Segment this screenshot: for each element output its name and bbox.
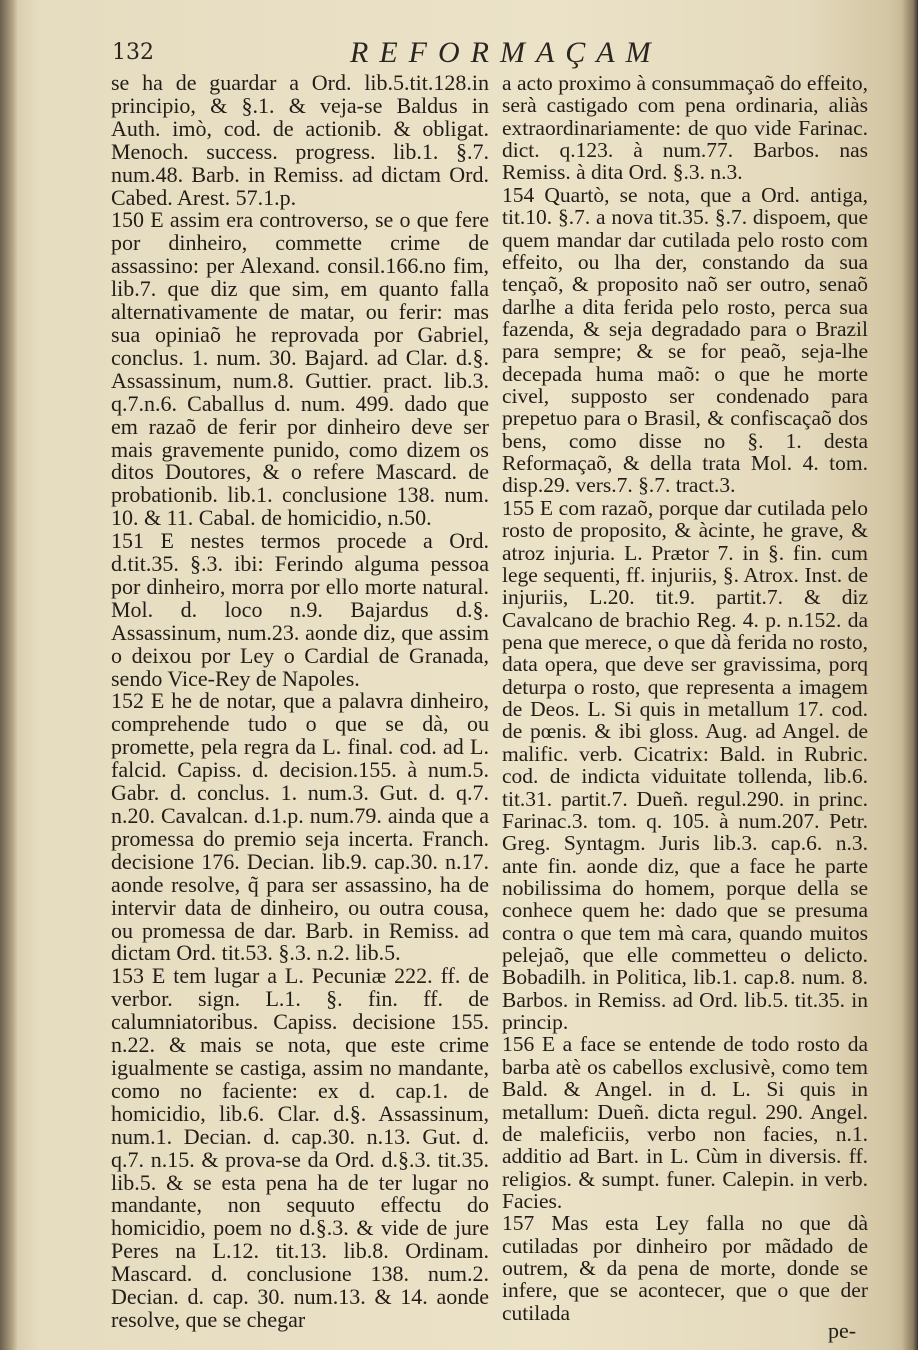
paragraph-154: 154 Quartò, se nota, que a Ord. antiga, tit.10. §.7. a nova tit.35. §.7. dispoem, que quem mandar dar cutilada pelo rosto com effeito, ou lha der, constando da sua tençaõ, & proposito naõ ser outro, senaõ darlhe a dita ferida pelo rosto, perca sua fazenda, & seja degradado para o Brazil para sempre; & se for peaõ, seja-lhe decepada huma maõ: o que he morte civel, supposto ser condenado para prepetuo para o Brasil, & confiscaçaõ dos bens, como disse no §. 1. desta Reformaçaõ, & della trata Mol. 4. tom. disp.29. vers.7. §.7. tract.3. — [502, 182, 868, 498]
paragraph-152: 152 E he de notar, que a palavra dinheiro, comprehende tudo o que se dà, ou promette, pela regra da L. final. cod. ad L. falcid. Capiss. d. decision.155. à num.5. Gabr. d. conclus. 1. num.3. Gut. d. q.7. n.20. Cavalcan. d.1.p. num.79. ainda que a promessa do premio seja incerta. Franch. decisione 176. Decian. lib.9. cap.30. n.17. aonde resolve, q̃ para ser assassino, ha de intervir data de dinheiro, ou outra cousa, ou promessa de dar. Barb. in Remiss. ad dictam Ord. tit.53. §.3. n.2. lib.5. — [111, 688, 489, 966]
paragraph-continuation: se ha de guardar a Ord. lib.5.tit.128.in principio, & §.1. & veja-se Baldus in Auth. imò, cod. de actionib. & obligat. Menoch. success. progress. lib.1. §.7. num.48. Barb. in Remiss. ad dictam Ord. Cabed. Arest. 57.1.p. — [111, 70, 489, 210]
paragraph-153: 153 E tem lugar a L. Pecuniæ 222. ff. de verbor. sign. L.1. §. fin. ff. de calumniatoribus. Capiss. decisione 155. n.22. & mais se nota, que este crime igualmente se castiga, assim no mandante, como no faciente: ex d. cap.1. de homicidio, lib.6. Clar. d.§. Assassinum, num.1. Decian. d. cap.30. n.13. Gut. d. q.7. n.15. & prova-se da Ord. d.§.3. tit.35. lib.5. & se esta pena ha de ter lugar no mandante, non sequuto effectu do homicidio, poem no d.§.3. & vide de jure Peres na L.12. tit.13. lib.8. Ordinam. Mascard. d. conclusione 138. num.2. Decian. d. cap. 30. num.13. & 14. aonde resolve, que se chegar — [111, 963, 489, 1332]
paragraph-156: 156 E a face se entende de todo rosto da barba atè os cabellos exclusivè, como tem Bald. & Angel. in d. L. Si quis in metallum: Dueñ. dicta regul. 290. Angel. de maleficiis, verbo non facies, n.1. additio ad Bart. in L. Cùm in diversis. ff. religios. & sumpt. funer. Calepin. in verb. Facies. — [502, 1032, 868, 1213]
paragraph-151: 151 E nestes termos procede a Ord. d.tit.35. §.3. ibi: Ferindo alguma pessoa por dinheiro, morra por ello morte natural. Mol. d. loco n.9. Bajardus d.§. Assassinum, num.23. aonde diz, que assim o deixou por Ley o Cardial de Granada, sendo Vice-Rey de Napoles. — [111, 528, 489, 691]
left-column — [111, 72, 489, 1342]
binding-gutter — [0, 0, 18, 1350]
catchword: pe- — [828, 1318, 857, 1343]
page-edge-shadow — [902, 0, 918, 1350]
paragraph-150: 150 E assim era controverso, se o que fere por dinheiro, commette crime de assassino: per Alexand. consil.166.no fim, lib.7. que diz que sim, em quanto falla alternativamente de matar, ou ferir: mas sua opiniaõ he reprovada por Gabriel, conclus. 1. num. 30. Bajard. ad Clar. d.§. Assassinum, num.8. Guttier. pract. lib.3. q.7.n.6. Caballus d. num. 499. dado que em razaõ de ferir por dinheiro deve ser mais gravemente punido, como dizem os ditos Doutores, & o refere Mascard. de probationib. lib.1. conclusione 138. num. 10. & 11. Cabal. de homicidio, n.50. — [111, 207, 489, 531]
paragraph-155: 155 E com razaõ, porque dar cutilada pelo rosto de proposito, & àcinte, he grave, & atroz injuria. L. Prætor 7. in §. fin. cum lege sequenti, ff. injuriis, §. Atrox. Inst. de injuriis, L.20. tit.9. partit.7. & diz Cavalcano de brachio Reg. 4. p. n.152. da pena que merece, o que dà ferida no rosto, data opera, que deve ser gravissima, porq deturpa o rosto, que representa a imagem de Deos. L. Si quis in metallum 17. cod. de pœnis. & ibi gloss. Aug. ad Angel. de malific. verb. Cicatrix: Bald. in Rubric. cod. de indicta viduitate tollenda, lib.6. tit.31. partit.7. Dueñ. regul.290. in princ. Farinac.3. tom. q. 105. à num.207. Petr. Greg. Syntagm. Juris lib.3. cap.6. n.3. ante fin. aonde diz, que a face he parte nobilissima do homem, porque della se conhece quem he: dado que se presuma contra o que tem mà cara, quando muitos pelejaõ, que elle commetteu o delicto. Bobadilh. in Politica, lib.1. cap.8. num. 8. Barbos. in Remiss. ad Ord. lib.5. tit.35. in princip. — [502, 495, 868, 1035]
running-title: REFORMAÇAM — [350, 36, 662, 69]
page-number: 132 — [112, 40, 154, 65]
paragraph-153-continued: a acto proximo à consummaçaõ do effeito, serà castigado com pena ordinaria, aliàs extraordinariamente: de quo vide Farinac. dict. q.123. à num.77. Barbos. nas Remiss. à dita Ord. §.3. n.3. — [502, 71, 868, 185]
right-column — [502, 72, 868, 1342]
paragraph-157: 157 Mas esta Ley falla no que dà cutiladas por dinheiro por mãdado de outrem, & da pena de morte, donde se infere, que se acontecer, que o que der cutilada — [502, 1211, 868, 1325]
